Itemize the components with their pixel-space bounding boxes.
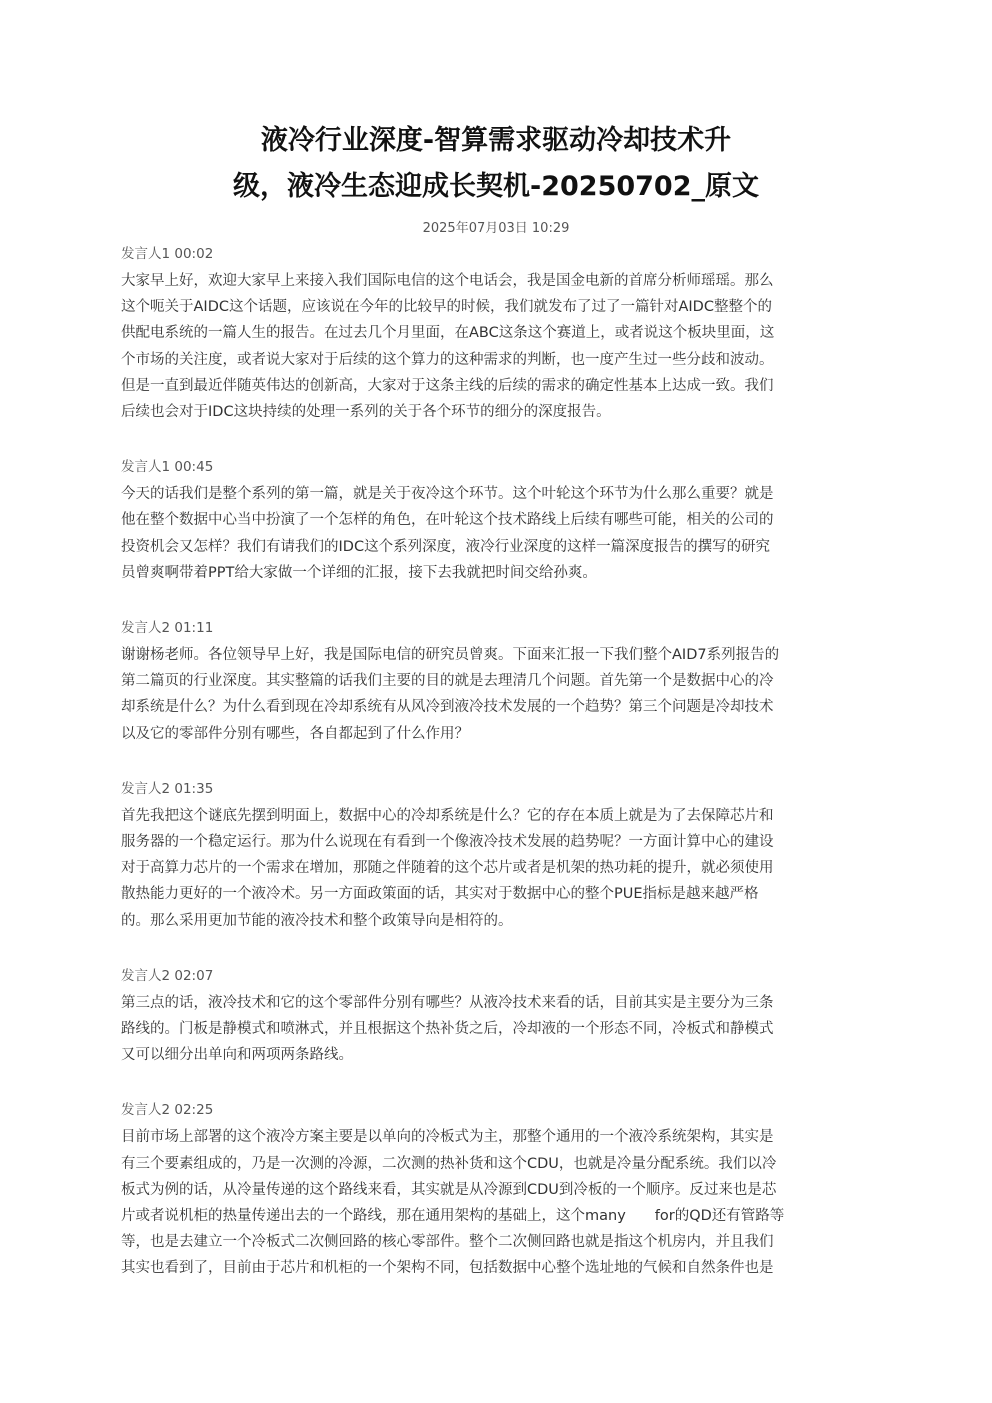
transcript-entry <box>121 617 873 747</box>
text-line: 的。那么采用更加节能的液冷技术和整个政策导向是相符的。 <box>121 912 513 929</box>
text-line: 目前市场上部署的这个液冷方案主要是以单向的冷板式为主，那整个通用的一个液冷系统架构，其实是 <box>121 1129 774 1146</box>
text-line: 今天的话我们是整个系列的第一篇，就是关于夜冷这个环节。这个叶轮这个环节为什么那么重要？就是 <box>121 486 774 503</box>
text-line: 服务器的一个稳定运行。那为什么说现在有看到一个像液冷技术发展的趋势呢？一方面计算中心的建设 <box>121 834 774 851</box>
speech-text <box>121 803 873 934</box>
title-line-2: 级，液冷生态迎成长契机-20250702_原文 <box>233 171 759 202</box>
transcript-entry <box>121 965 873 1069</box>
text-line: 首先我把这个谜底先摆到明面上，数据中心的冷却系统是什么？它的存在本质上就是为了去保障芯片和 <box>121 807 774 824</box>
speaker-label: 发言人2 01:11 <box>121 620 214 637</box>
speech-text <box>121 1124 873 1281</box>
text-line: 等，也是去建立一个冷板式二次侧回路的核心零部件。整个二次侧回路也就是指这个机房内，并且我们 <box>121 1234 774 1251</box>
transcript-entry <box>121 243 873 425</box>
text-line: 散热能力更好的一个液冷术。另一方面政策面的话，其实对于数据中心的整个PUE指标是越来越严格 <box>121 886 759 903</box>
text-line: 后续也会对于IDC这块持续的处理一系列的关于各个环节的细分的深度报告。 <box>121 404 611 421</box>
speaker-label: 发言人2 01:35 <box>121 780 214 797</box>
text-line: 这个呃关于AIDC这个话题，应该说在今年的比较早的时候，我们就发布了过了一篇针对AIDC整整个的 <box>121 299 772 316</box>
text-line: 有三个要素组成的，乃是一次测的冷源，二次测的热补货和这个CDU，也就是冷量分配系统。我们以冷 <box>121 1155 777 1172</box>
text-line: 片或者说机柜的热量传递出去的一个路线，那在通用架构的基础上，这个many for的QD还有管路等 <box>121 1208 785 1225</box>
speaker-label: 发言人2 02:07 <box>121 967 214 984</box>
text-line: 但是一直到最近伴随英伟达的创新高，大家对于这条主线的后续的需求的确定性基本上达成一致。我们 <box>121 377 774 394</box>
text-line: 又可以细分出单向和两项两条路线。 <box>121 1047 353 1064</box>
text-line: 板式为例的话，从冷量传递的这个路线来看，其实就是从冷源到CDU到冷板的一个顺序。反过来也是芯 <box>121 1181 777 1198</box>
text-line: 路线的。门板是静模式和喷淋式，并且根据这个热补货之后，冷却液的一个形态不同，冷板式和静模式 <box>121 1021 774 1038</box>
speaker-label: 发言人2 02:25 <box>121 1102 214 1119</box>
text-line: 个市场的关注度，或者说大家对于后续的这个算力的这种需求的判断，也一度产生过一些分歧和波动。 <box>121 351 774 368</box>
text-line: 员曾爽啊带着PPT给大家做一个详细的汇报，接下去我就把时间交给孙爽。 <box>121 564 597 581</box>
text-line: 他在整个数据中心当中扮演了一个怎样的角色，在叶轮这个技术路线上后续有哪些可能，相关的公司的 <box>121 512 774 529</box>
speech-text <box>121 481 873 586</box>
transcript-entry <box>121 778 873 934</box>
speaker-label: 发言人1 00:02 <box>121 246 214 262</box>
text-line: 供配电系统的一篇人生的报告。在过去几个月里面，在ABC这条这个赛道上，或者说这个板块里面，这 <box>121 325 775 342</box>
text-line: 大家早上好，欢迎大家早上来接入我们国际电信的这个电话会，我是国金电新的首席分析师瑶瑶。那么 <box>121 273 774 289</box>
document-title <box>120 118 872 210</box>
text-line: 却系统是什么？为什么看到现在冷却系统有从风冷到液冷技术发展的一个趋势？第三个问题是冷却技术 <box>121 699 774 716</box>
transcript-entry <box>121 1099 873 1281</box>
speech-text <box>121 990 873 1069</box>
title-line-1: 液冷行业深度-智算需求驱动冷却技术升 <box>260 125 732 156</box>
transcript <box>121 243 873 1282</box>
transcript-entry <box>121 456 873 586</box>
text-line: 以及它的零部件分别有哪些，各自都起到了什么作用？ <box>121 725 469 742</box>
speech-text <box>121 268 873 425</box>
text-line: 谢谢杨老师。各位领导早上好，我是国际电信的研究员曾爽。下面来汇报一下我们整个AID7系列报告的 <box>121 647 780 664</box>
text-line: 第二篇页的行业深度。其实整篇的话我们主要的目的就是去理清几个问题。首先第一个是数据中心的冷 <box>121 673 774 690</box>
text-line: 投资机会又怎样？我们有请我们的IDC这个系列深度，液冷行业深度的这样一篇深度报告的撰写的研究 <box>121 538 771 555</box>
document-datetime: 2025年07月03日 10:29 <box>422 221 570 236</box>
speaker-label: 发言人1 00:45 <box>121 459 214 476</box>
text-line: 其实也看到了，目前由于芯片和机柜的一个架构不同，包括数据中心整个选址地的气候和自然条件也是 <box>121 1260 774 1277</box>
speech-text <box>121 642 873 747</box>
text-line: 第三点的话，液冷技术和它的这个零部件分别有哪些？从液冷技术来看的话，目前其实是主要分为三条 <box>121 994 774 1011</box>
text-line: 对于高算力芯片的一个需求在增加，那随之伴随着的这个芯片或者是机架的热功耗的提升，就必须使用 <box>121 860 774 877</box>
